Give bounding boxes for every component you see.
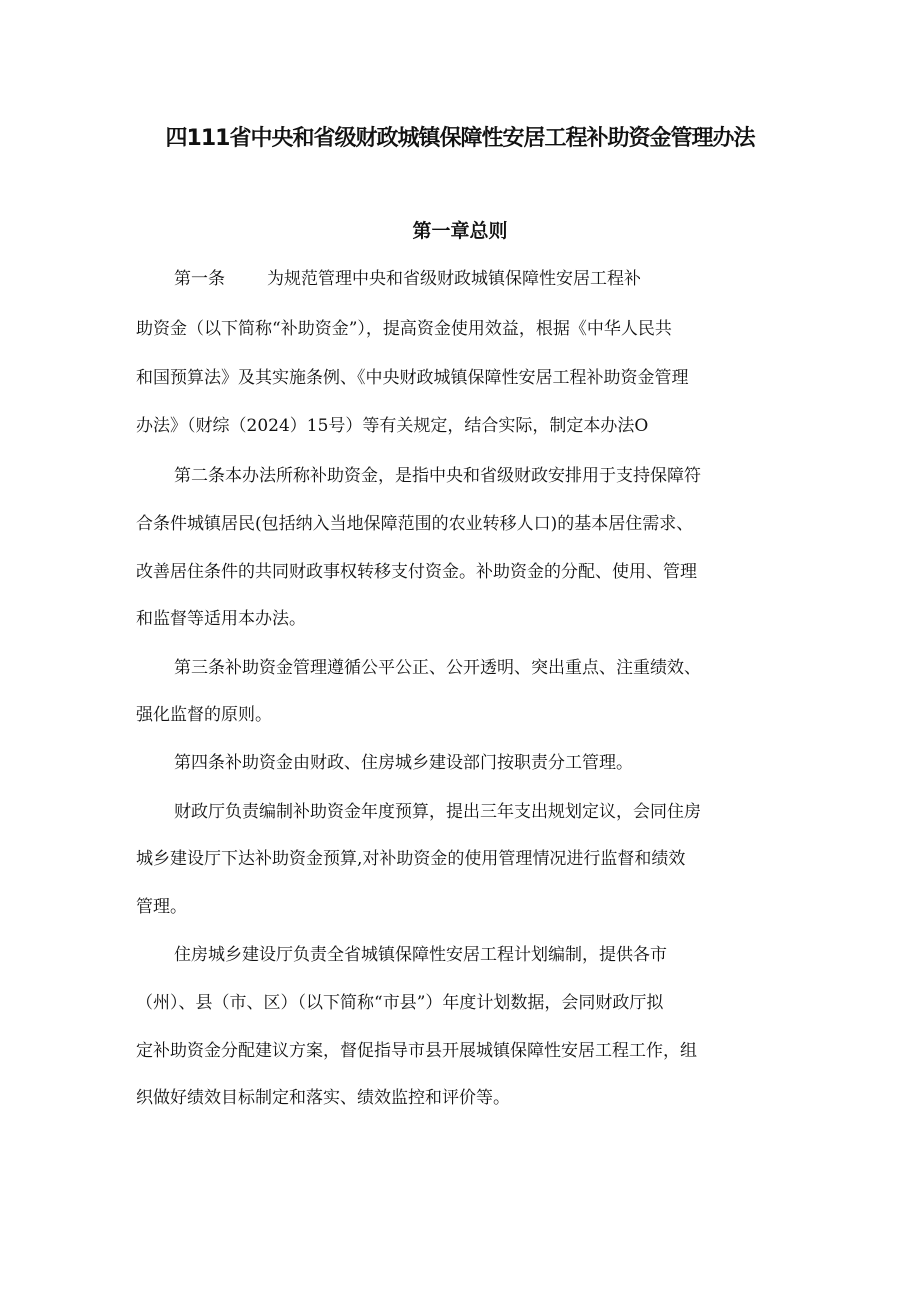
article-1-text: 为规范管理中央和省级财政城镇保障性安居工程补 (267, 269, 641, 289)
article-3-line-2: 强化监督的原则。 (136, 705, 272, 725)
finance-para-line-2: 城乡建设厅下达补助资金预算,对补助资金的使用管理情况进行监督和绩效 (136, 849, 686, 869)
article-1-line-3: 和国预算法》及其实施条例、《中央财政城镇保障性安居工程补助资金管理 (136, 368, 689, 388)
article-2-line-2: 合条件城镇居民(包括纳入当地保障范围的农业转移人口)的基本居住需求、 (136, 514, 694, 534)
housing-para-line-1: 住房城乡建设厅负责全省城镇保障性安居工程计划编制，提供各市 (174, 945, 667, 965)
chapter-title: 第一章总则 (412, 220, 508, 242)
housing-para-line-3: 定补助资金分配建议方案，督促指导市县开展城镇保障性安居工程工作，组 (136, 1041, 697, 1061)
housing-para-line-4: 织做好绩效目标制定和落实、绩效监控和评价等。 (136, 1088, 510, 1108)
article-1-label: 第一条 (174, 269, 225, 289)
article-2-line-3: 改善居住条件的共同财政事权转移支付资金。补助资金的分配、使用、管理 (136, 562, 697, 582)
article-2-line-4: 和监督等适用本办法。 (136, 609, 306, 629)
article-1-line-1 (174, 262, 641, 296)
finance-para-line-1: 财政厅负责编制补助资金年度预算，提出三年支出规划定议，会同住房 (174, 802, 701, 822)
article-2-line-1: 第二条本办法所称补助资金，是指中央和省级财政安排用于支持保障符 (174, 466, 701, 486)
finance-para-line-3: 管理。 (136, 897, 187, 917)
article-1-line-4: 办法》（财综（2024）15号）等有关规定，结合实际，制定本办法O (136, 416, 649, 436)
article-4-line-1: 第四条补助资金由财政、住房城乡建设部门按职责分工管理。 (174, 753, 633, 773)
article-1-line-2: 助资金（以下简称“补助资金”），提高资金使用效益，根据《中华人民共 (136, 319, 672, 339)
document-title: 四111省中央和省级财政城镇保障性安居工程补助资金管理办法 (165, 126, 755, 151)
article-3-line-1: 第三条补助资金管理遵循公平公正、公开透明、突出重点、注重绩效、 (174, 658, 701, 678)
housing-para-line-2: （州）、县（市、区）（以下简称“市县”）年度计划数据，会同财政厅拟 (136, 993, 664, 1013)
